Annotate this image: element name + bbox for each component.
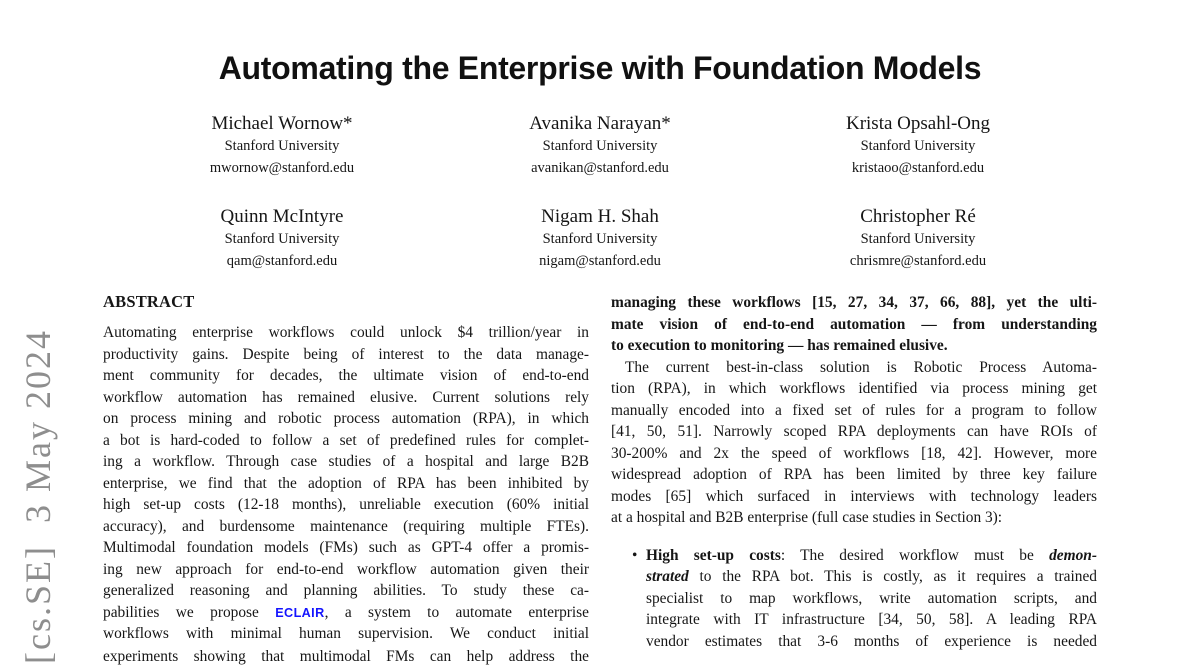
left-column [103,292,589,665]
text-line: ing new approach for end-to-end workflow automation given their [103,560,589,578]
author-grid [123,112,1077,273]
bullet-icon: • [632,546,638,564]
emphasized-text: demon- [1049,546,1097,564]
text-line: integrate with IT infrastructure [34, 50, 58]. A leading RPA [646,611,1097,628]
text-line: Automating enterprise workflows could unlock $4 trillion/year in [103,324,589,341]
author-block [441,205,759,273]
body-columns [103,292,1097,665]
text-line: ing a workflow. Through case studies of a hospital and large B2B [103,453,589,470]
bullet-text [646,545,1097,653]
clipped-bottom-line: experiments showing that multimodal FMs can help address the [103,647,589,665]
abstract-text [103,322,589,645]
text-line: managing these workflows [15, 27, 34, 37, 66, 88], yet the ulti- [611,294,1097,311]
author-block [123,205,441,273]
text-line: tion (RPA), in which workflows identified via process mining get [611,380,1097,397]
text-line: [41, 50, 51]. Narrowly scoped RPA deployments can have ROIs of [611,423,1097,440]
author-affiliation: Stanford University [542,138,658,154]
intro-bold-paragraph [611,292,1097,357]
text-line: widespread adoption of RPA has been limited by three key failure [611,466,1097,483]
author-affiliation: Stanford University [860,231,976,247]
author-name: Avanika Narayan* [529,113,671,134]
eclair-system-name: ECLAIR [275,605,325,620]
author-email: kristaoo@stanford.edu [851,160,985,176]
author-block [441,112,759,180]
text-line: strated to the RPA bot. This is costly, as it requires a trained [646,568,1097,585]
author-name: Christopher Ré [860,206,976,227]
paper-title: Automating the Enterprise with Foundation Models [218,50,982,86]
emphasized-text: High set-up costs [646,546,781,564]
emphasized-text: strated [646,568,689,585]
text-line: on process mining and robotic process automation (RPA), in which [103,410,589,427]
author-affiliation: Stanford University [224,231,340,247]
text-line: workflows with minimal human supervision. We conduct initial [103,625,589,642]
abstract-heading: ABSTRACT [103,292,195,311]
text-line: to execution to monitoring — has remained elusive. [611,337,948,354]
author-email: avanikan@stanford.edu [531,160,669,176]
author-name: Nigam H. Shah [541,206,659,227]
author-email: nigam@stanford.edu [539,253,661,269]
author-block [759,205,1077,273]
author-name: Krista Opsahl-Ong [845,113,991,134]
text-line: high set-up costs (12-18 months), unreliable execution (60% initial [103,496,589,513]
author-affiliation: Stanford University [860,138,976,154]
text-line: 30-200% and 2x the speed of workflows [18, 42]. However, more [611,444,1097,462]
text-line: The current best-in-class solution is Robotic Process Automa- [625,358,1097,376]
text-line: accuracy), and burdensome maintenance (requiring multiple FTEs). [103,517,589,535]
right-column [611,292,1097,652]
text-line: modes [65] which surfaced in interviews with technology leaders [611,487,1097,505]
author-email: chrismre@stanford.edu [849,253,987,269]
text-line: High set-up costs: The desired workflow must be demon- [646,546,1097,564]
text-line: vendor estimates that 3-6 months of experience is needed [646,632,1097,650]
text-line: specialist to map workflows, write automation scripts, and [646,589,1097,607]
text-line: ment community for decades, the ultimate vision of end-to-end [103,367,589,384]
text-line: manually encoded into a fixed set of rules for a program to follow [611,401,1097,419]
text-line: a bot is hard-coded to follow a set of predefined rules for complet- [103,431,589,449]
text-line: mate vision of end-to-end automation — from understanding [611,315,1097,333]
author-block [123,112,441,180]
bullet-item-high-setup-costs [611,545,1097,653]
author-email: qam@stanford.edu [226,253,338,269]
author-block [759,112,1077,180]
author-name: Quinn McIntyre [220,206,344,227]
text-line: generalized reasoning and planning abilities. To study these ca- [103,582,589,599]
author-affiliation: Stanford University [542,231,658,247]
text-line: productivity gains. Despite being of interest to the data manage- [103,345,589,363]
text-line: pabilities we propose ECLAIR, a system to automate enterprise [103,603,589,621]
intro-paragraph [611,357,1097,529]
text-line: workflow automation has remained elusive. Current solutions rely [103,388,589,406]
author-affiliation: Stanford University [224,138,340,154]
author-email: mwornow@stanford.edu [209,160,355,176]
author-name: Michael Wornow* [211,113,353,134]
text-line: enterprise, we find that the adoption of RPA has been inhibited by [103,474,589,492]
arxiv-sidebar-text: [cs.SE] 3 May 2024 [18,329,58,664]
text-line: at a hospital and B2B enterprise (full case studies in Section 3): [611,509,1003,526]
text-line: Multimodal foundation models (FMs) such as GPT-4 offer a promis- [103,539,589,556]
